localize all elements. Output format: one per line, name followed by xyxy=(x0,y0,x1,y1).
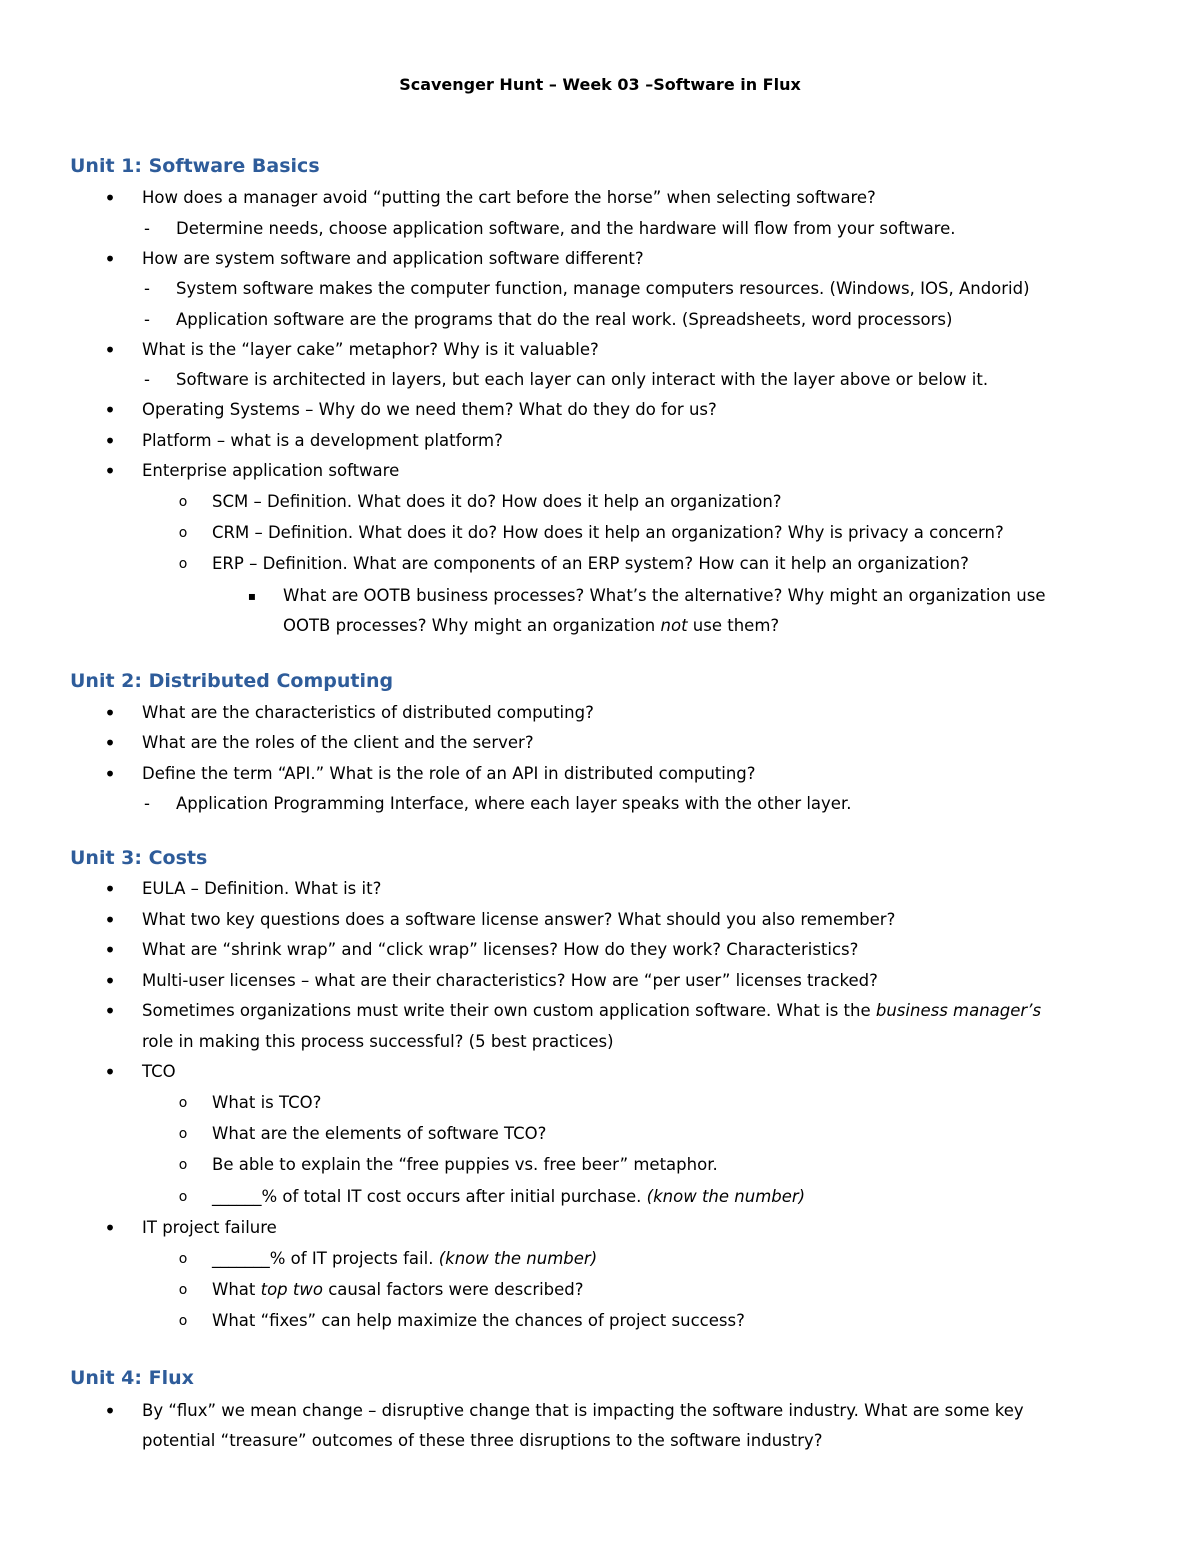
bullet-marker: • xyxy=(104,429,116,453)
dash-marker: - xyxy=(144,794,150,813)
list-item: o _______% of IT projects fail. (know the number) xyxy=(0,1244,1200,1274)
circle-marker: o xyxy=(178,1157,188,1173)
list-item: o SCM – Definition. What does it do? How does it help an organization? xyxy=(0,487,1200,517)
list-item: • By “flux” we mean change – disruptive change that is impacting the software industry. What are some key xyxy=(0,1396,1200,1426)
list-item: o What is TCO? xyxy=(0,1088,1200,1118)
bullet-marker: • xyxy=(104,999,116,1023)
bullet-marker: • xyxy=(104,877,116,901)
list-item: o What top two causal factors were described? xyxy=(0,1275,1200,1305)
list-item: • Platform – what is a development platform? xyxy=(0,426,1200,456)
document-title: Scavenger Hunt – Week 03 –Software in Flux xyxy=(399,75,801,94)
list-item: - Application software are the programs that do the real work. (Spreadsheets, word processors) xyxy=(0,305,1200,335)
list-item: o ______% of total IT cost occurs after initial purchase. (know the number) xyxy=(0,1182,1200,1212)
list-item: • What is the “layer cake” metaphor? Why is it valuable? xyxy=(0,335,1200,365)
circle-marker: o xyxy=(178,1251,188,1267)
circle-marker: o xyxy=(178,556,188,572)
unit-4-heading: Unit 4: Flux xyxy=(70,1367,194,1389)
circle-marker: o xyxy=(178,1126,188,1142)
list-item: - System software makes the computer function, manage computers resources. (Windows, IOS, Andorid) xyxy=(0,274,1200,304)
list-item: - Software is architected in layers, but each layer can only interact with the layer above or below it. xyxy=(0,365,1200,395)
list-item: • What are the characteristics of distributed computing? xyxy=(0,698,1200,728)
circle-marker: o xyxy=(178,525,188,541)
bullet-marker: • xyxy=(104,938,116,962)
circle-marker: o xyxy=(178,1313,188,1329)
dash-marker: - xyxy=(144,370,150,389)
bullet-marker: • xyxy=(104,701,116,725)
list-item: o What are the elements of software TCO? xyxy=(0,1119,1200,1149)
list-item: o Be able to explain the “free puppies vs. free beer” metaphor. xyxy=(0,1150,1200,1180)
circle-marker: o xyxy=(178,1282,188,1298)
dash-marker: - xyxy=(144,310,150,329)
list-item: - Application Programming Interface, where each layer speaks with the other layer. xyxy=(0,789,1200,819)
list-item: • Multi-user licenses – what are their characteristics? How are “per user” licenses tracked? xyxy=(0,966,1200,996)
dash-marker: - xyxy=(144,219,150,238)
dash-marker: - xyxy=(144,279,150,298)
bullet-marker: • xyxy=(104,398,116,422)
list-item: • Sometimes organizations must write their own custom application software. What is the business manager’s xyxy=(0,996,1200,1026)
list-item: - Determine needs, choose application software, and the hardware will flow from your software. xyxy=(0,214,1200,244)
list-item: • How are system software and application software different? xyxy=(0,244,1200,274)
bullet-marker: • xyxy=(104,1216,116,1240)
list-item: • Enterprise application software xyxy=(0,456,1200,486)
bullet-marker: • xyxy=(104,1399,116,1423)
list-item: • TCO xyxy=(0,1057,1200,1087)
bullet-marker: • xyxy=(104,762,116,786)
list-item: o ERP – Definition. What are components of an ERP system? How can it help an organization? xyxy=(0,549,1200,579)
list-item: • Define the term “API.” What is the role of an API in distributed computing? xyxy=(0,759,1200,789)
list-item: o What “fixes” can help maximize the chances of project success? xyxy=(0,1306,1200,1336)
list-item-continuation: potential “treasure” outcomes of these three disruptions to the software industry? xyxy=(142,1431,823,1450)
bullet-marker: • xyxy=(104,908,116,932)
list-item: • IT project failure xyxy=(0,1213,1200,1243)
bullet-marker: • xyxy=(104,338,116,362)
list-item: • How does a manager avoid “putting the cart before the horse” when selecting software? xyxy=(0,183,1200,213)
list-item: o CRM – Definition. What does it do? How does it help an organization? Why is privacy a concern? xyxy=(0,518,1200,548)
list-item: • What are “shrink wrap” and “click wrap” licenses? How do they work? Characteristics? xyxy=(0,935,1200,965)
square-marker: ▪ xyxy=(247,589,257,603)
bullet-marker: • xyxy=(104,731,116,755)
unit-3-heading: Unit 3: Costs xyxy=(70,847,208,869)
bullet-marker: • xyxy=(104,186,116,210)
bullet-marker: • xyxy=(104,247,116,271)
bullet-marker: • xyxy=(104,969,116,993)
list-item: • Operating Systems – Why do we need them? What do they do for us? xyxy=(0,395,1200,425)
bullet-marker: • xyxy=(104,1060,116,1084)
list-item-continuation: OOTB processes? Why might an organization not use them? xyxy=(283,616,780,635)
list-item: • EULA – Definition. What is it? xyxy=(0,874,1200,904)
list-item: ▪ What are OOTB business processes? What’s the alternative? Why might an organization use xyxy=(0,581,1200,611)
unit-2-heading: Unit 2: Distributed Computing xyxy=(70,670,394,692)
circle-marker: o xyxy=(178,1095,188,1111)
unit-1-heading: Unit 1: Software Basics xyxy=(70,155,320,177)
circle-marker: o xyxy=(178,1189,188,1205)
circle-marker: o xyxy=(178,494,188,510)
list-item: • What two key questions does a software license answer? What should you also remember? xyxy=(0,905,1200,935)
list-item: • What are the roles of the client and the server? xyxy=(0,728,1200,758)
bullet-marker: • xyxy=(104,459,116,483)
list-item-continuation: role in making this process successful? (5 best practices) xyxy=(142,1032,614,1051)
